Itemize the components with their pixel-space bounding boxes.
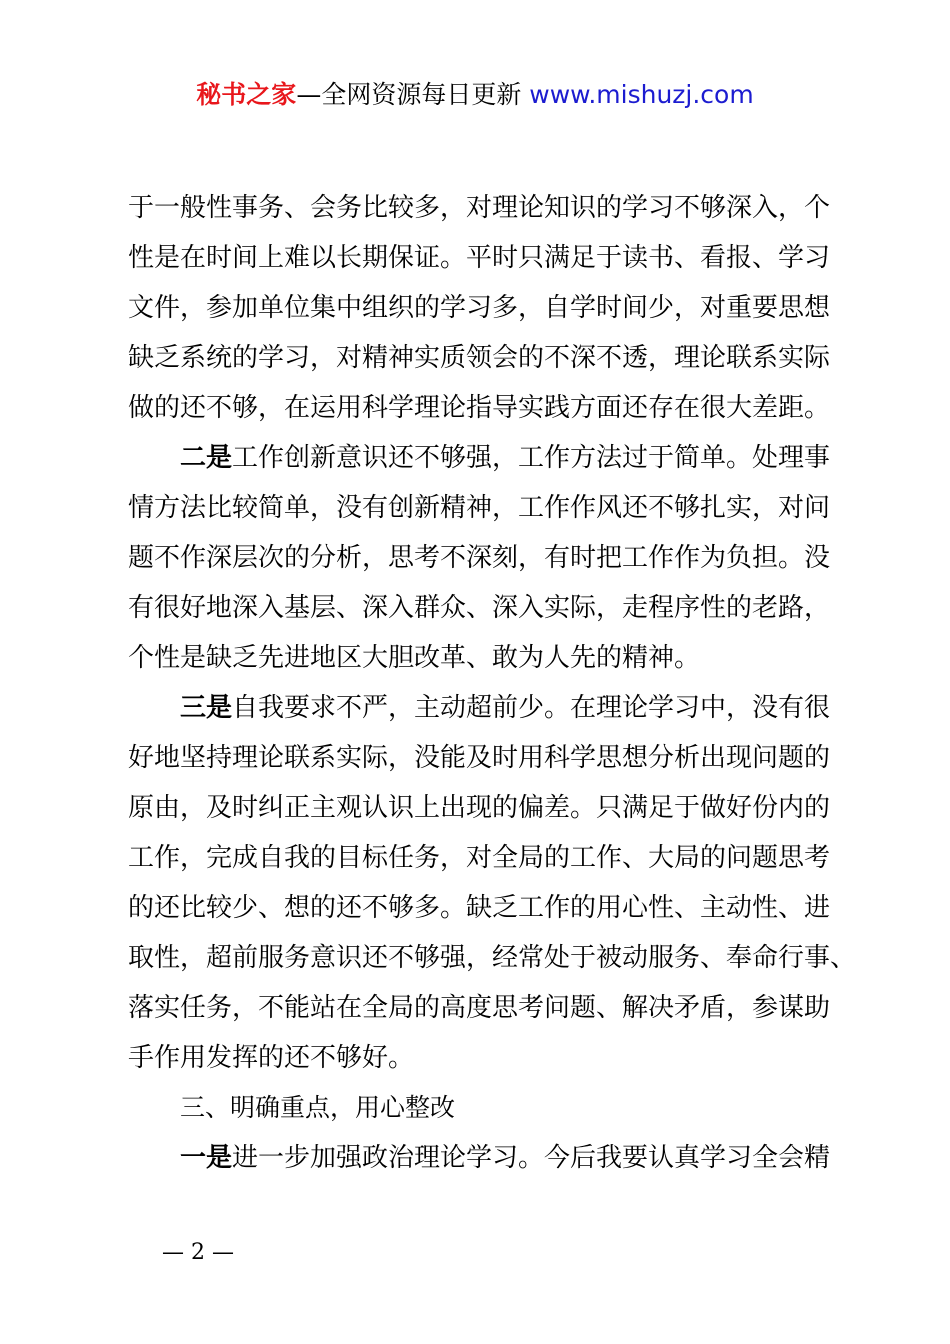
paragraph-line: 情方法比较简单，没有创新精神，工作作风还不够扎实，对问 [128, 493, 831, 523]
paragraph-line: 于一般性事务、会务比较多，对理论知识的学习不够深入，个 [128, 193, 831, 223]
brand-tagline: —全网资源每日更新 [296, 80, 522, 109]
paragraph-first-line [128, 1133, 848, 1183]
page-number: — 2 — [162, 1240, 234, 1265]
paragraph-line: 取性，超前服务意识还不够强，经常处于被动服务、奉命行事、 [128, 943, 857, 973]
paragraph-text: 自我要求不严，主动超前少。在理论学习中，没有很 [232, 693, 831, 723]
paragraph-first-line [128, 433, 848, 483]
paragraph-lead: 二是 [180, 443, 233, 473]
paragraph-lead: 三是 [180, 693, 233, 723]
paragraph-line: 好地坚持理论联系实际，没能及时用科学思想分析出现问题的 [128, 743, 831, 773]
brand-name: 秘书之家 [196, 80, 297, 109]
paragraph-line: 题不作深层次的分析，思考不深刻，有时把工作作为负担。没 [128, 543, 831, 573]
paragraph-line: 性是在时间上难以长期保证。平时只满足于读书、看报、学习 [128, 243, 831, 273]
paragraph-line: 工作，完成自我的目标任务，对全局的工作、大局的问题思考 [128, 843, 831, 873]
site-url: www.mishuzj.com [529, 80, 754, 109]
site-watermark-header [0, 78, 950, 112]
paragraph-line: 做的还不够，在运用科学理论指导实践方面还存在很大差距。 [128, 393, 831, 423]
paragraph-text: 工作创新意识还不够强，工作方法过于简单。处理事 [232, 443, 831, 473]
paragraph-first-line [128, 683, 848, 733]
paragraph-lead: 一是 [180, 1143, 233, 1173]
paragraph-line: 缺乏系统的学习，对精神实质领会的不深不透，理论联系实际 [128, 343, 831, 373]
paragraph-line: 手作用发挥的还不够好。 [128, 1043, 415, 1073]
paragraph-line: 个性是缺乏先进地区大胆改革、敢为人先的精神。 [128, 643, 701, 673]
paragraph-text: 进一步加强政治理论学习。今后我要认真学习全会精 [232, 1143, 831, 1173]
paragraph-line: 的还比较少、想的还不够多。缺乏工作的用心性、主动性、进 [128, 893, 831, 923]
section-heading: 三、明确重点，用心整改 [180, 1093, 456, 1122]
document-body [128, 183, 857, 1183]
paragraph-line: 文件，参加单位集中组织的学习多，自学时间少，对重要思想 [128, 293, 831, 323]
paragraph-line: 原由，及时纠正主观认识上出现的偏差。只满足于做好份内的 [128, 793, 831, 823]
paragraph-line: 有很好地深入基层、深入群众、深入实际，走程序性的老路， [128, 593, 831, 623]
paragraph-line: 落实任务，不能站在全局的高度思考问题、解决矛盾，参谋助 [128, 993, 831, 1023]
